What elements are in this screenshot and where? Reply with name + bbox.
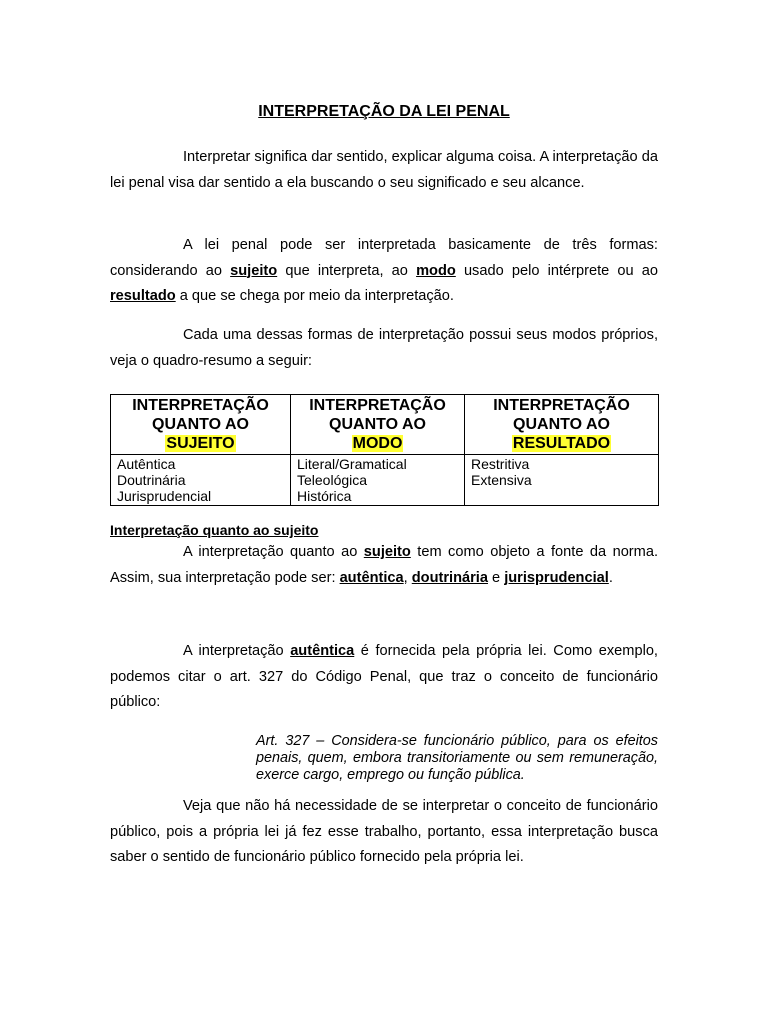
term-doutrinaria: doutrinária xyxy=(411,569,488,586)
list-item: Extensiva xyxy=(471,472,532,488)
term-autentica: autêntica xyxy=(290,643,355,659)
text: é fornecida pela própria lei. Como exemplo, podemos citar o art. 327 do Código Penal, que traz o conceito de funcionário público: xyxy=(110,643,658,710)
header-key-highlight: RESULTADO xyxy=(512,435,611,452)
list-item: Teleológica xyxy=(297,472,368,488)
header-key-highlight: MODO xyxy=(352,435,403,452)
text: A lei penal pode ser interpretada basicamente de três formas: considerando ao xyxy=(110,237,658,279)
paragraph-sujeito xyxy=(110,540,658,591)
list-item: Autêntica xyxy=(117,456,176,472)
header-line: QUANTO AO xyxy=(513,416,610,433)
text: . xyxy=(608,569,613,586)
section-heading: Interpretação quanto ao sujeito xyxy=(110,522,319,538)
paragraph-summary-intro: Cada uma dessas formas de interpretação possui seus modos próprios, veja o quadro-resumo a seguir: xyxy=(110,327,658,369)
term-autentica: autêntica xyxy=(339,569,404,586)
cell-resultado-items xyxy=(465,455,659,506)
text: e xyxy=(487,569,505,586)
text: , xyxy=(403,569,412,586)
table-row xyxy=(111,455,659,506)
summary-table xyxy=(110,394,659,506)
header-modo xyxy=(291,395,465,455)
term-modo: modo xyxy=(416,262,456,279)
cell-modo-items xyxy=(291,455,465,506)
list-item: Restritiva xyxy=(471,456,530,472)
text: tem como objeto a fonte da norma. Assim, sua interpretação pode ser: xyxy=(110,544,658,586)
text: usado pelo intérprete ou ao xyxy=(455,262,658,279)
header-line: INTERPRETAÇÃO xyxy=(132,397,269,414)
list-item: Doutrinária xyxy=(117,472,186,488)
term-jurisprudencial: jurisprudencial xyxy=(504,569,609,586)
cell-sujeito-items xyxy=(111,455,291,506)
text: a que se chega por meio da interpretação. xyxy=(175,288,454,304)
list-item: Jurisprudencial xyxy=(117,488,212,504)
paragraph-conclusion: Veja que não há necessidade de se interpretar o conceito de funcionário público, pois a própria lei já fez esse trabalho, portanto, essa interpretação busca saber o sentido de funcionário público fornecido pela própria lei. xyxy=(110,798,658,865)
term-sujeito: sujeito xyxy=(230,262,278,279)
header-resultado xyxy=(465,395,659,455)
legal-quote-art-327: Art. 327 – Considera-se funcionário público, para os efeitos penais, quem, embora transitoriamente ou sem remuneração, exerce cargo, emprego ou função pública. xyxy=(256,733,658,783)
list-item: Literal/Gramatical xyxy=(297,456,407,472)
paragraph-autentica xyxy=(110,639,658,716)
header-line: INTERPRETAÇÃO xyxy=(309,397,446,414)
header-line: INTERPRETAÇÃO xyxy=(493,397,630,414)
paragraph-forms xyxy=(110,233,658,310)
header-line: QUANTO AO xyxy=(152,416,249,433)
text: A interpretação quanto ao xyxy=(183,544,364,560)
paragraph-definition: Interpretar significa dar sentido, explicar alguma coisa. A interpretação da lei penal visa dar sentido a ela buscando o seu significado e seu alcance. xyxy=(110,149,658,191)
text: A interpretação xyxy=(183,643,291,659)
term-sujeito: sujeito xyxy=(363,544,411,560)
list-item: Histórica xyxy=(297,488,352,504)
table-header-row xyxy=(111,395,659,455)
header-sujeito xyxy=(111,395,291,455)
header-key-highlight: SUJEITO xyxy=(166,435,235,452)
header-line: QUANTO AO xyxy=(329,416,426,433)
term-resultado: resultado xyxy=(110,288,176,304)
text: que interpreta, ao xyxy=(277,262,417,279)
document-title: INTERPRETAÇÃO DA LEI PENAL xyxy=(258,103,510,120)
